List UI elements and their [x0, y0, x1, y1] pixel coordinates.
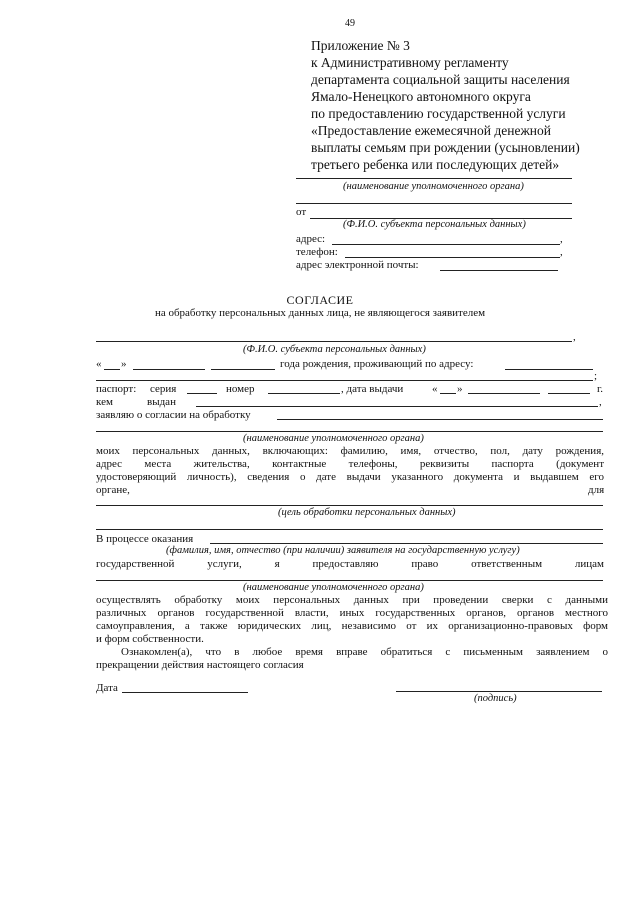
series-label: серия [150, 383, 177, 395]
applicant-caption: (фамилия, имя, отчество (при наличии) заявителя на государственную услугу) [166, 545, 520, 556]
year-abbr: г. [597, 383, 604, 395]
passport-label: паспорт: [96, 383, 137, 395]
phone-field[interactable] [345, 257, 560, 258]
birth-month-field[interactable] [133, 369, 205, 370]
document-subtitle: на обработку персональных данных лица, не являющегося заявителем [154, 307, 486, 319]
organ-fill-line[interactable] [296, 178, 572, 179]
issue-day-field[interactable] [440, 393, 456, 394]
header-line-1: Приложение № 3 [311, 38, 410, 53]
address-label: адрес: [296, 233, 326, 245]
organ-fill-line-2[interactable] [296, 203, 572, 204]
process-label: В процессе оказания [96, 533, 194, 545]
issue-month-field[interactable] [468, 393, 540, 394]
email-field[interactable] [440, 270, 558, 271]
consent-organ-field[interactable] [277, 419, 603, 420]
para2-line2: различных органов государственной власти, иных государственных органов, органов местного [96, 607, 608, 619]
para2-line4: и форм собственности. [96, 633, 204, 645]
address-comma: , [560, 233, 563, 245]
phone-comma: , [560, 246, 563, 258]
issue-quote-close: » [457, 383, 463, 395]
issued-by-field[interactable] [196, 406, 598, 407]
page-number: 49 [345, 18, 355, 29]
issued-by-comma: , [599, 396, 602, 408]
para3-line1: Ознакомлен(а), что в любое время вправе обратиться с письменным заявлением о [121, 646, 608, 658]
passport-series-field[interactable] [187, 393, 217, 394]
fio-caption: (Ф.И.О. субъекта персональных данных) [343, 219, 526, 230]
header-line-5: по предоставлению государственной услуги [311, 106, 566, 121]
residence-address-field-2[interactable] [96, 380, 593, 381]
grant-organ-field[interactable] [96, 580, 603, 581]
number-label: номер [226, 383, 255, 395]
grant-organ-caption: (наименование уполномоченного органа) [243, 582, 424, 593]
signature-field[interactable] [396, 691, 602, 692]
applicant-field[interactable] [210, 543, 603, 544]
purpose-field[interactable] [96, 505, 603, 506]
header-line-2: к Административному регламенту [311, 55, 509, 70]
phone-label: телефон: [296, 246, 338, 258]
issue-year-field[interactable] [548, 393, 590, 394]
organ-caption: (наименование уполномоченного органа) [343, 181, 524, 192]
para2-line3: самоуправления, а также юридических лиц, независимо от их организационно-правовых форм [96, 620, 608, 632]
issued-by-label-2: выдан [147, 396, 176, 408]
date-field[interactable] [122, 692, 248, 693]
para2-line1: осуществлять обработку моих персональных данных при проведении сверки с данными [96, 594, 608, 606]
purpose-caption: (цель обработки персональных данных) [278, 507, 456, 518]
grant-line: государственной услуги, я предоставляю право ответственным лицам [96, 558, 604, 570]
fio-comma: , [573, 331, 576, 343]
address-semicolon: ; [594, 370, 598, 382]
signature-caption: (подпись) [474, 693, 517, 704]
para1-line2: адрес места жительства, контактные телефоны, реквизиты паспорта (документ [96, 458, 604, 470]
para3-line2: прекращении действия настоящего согласия [96, 659, 304, 671]
issue-quote-open: « [432, 383, 438, 395]
consent-text: заявляю о согласии на обработку [96, 409, 251, 421]
header-line-4: Ямало-Ненецкого автономного округа [311, 89, 531, 104]
issued-by-label-1: кем [96, 396, 113, 408]
para1-line4a: органе, [96, 484, 130, 496]
para1-line1: моих персональных данных, включающих: фамилию, имя, отчество, пол, дату рождения, [96, 445, 604, 457]
residence-address-field[interactable] [505, 369, 593, 370]
purpose-field-2[interactable] [96, 529, 603, 530]
para1-line4b: для [588, 484, 605, 496]
birth-quote-open: « [96, 358, 102, 370]
birth-day-field[interactable] [104, 369, 120, 370]
issue-date-label: , дата выдачи [341, 383, 404, 395]
from-label: от [296, 206, 307, 218]
birth-quote-close: » [121, 358, 127, 370]
header-line-7: выплаты семьям при рождении (усыновлении) [311, 140, 580, 155]
header-line-6: «Предоставление ежемесячной денежной [311, 123, 551, 138]
subject-fio-caption: (Ф.И.О. субъекта персональных данных) [243, 344, 426, 355]
email-label: адрес электронной почты: [296, 259, 419, 271]
birth-year-field[interactable] [211, 369, 275, 370]
header-line-3: департамента социальной защиты населения [311, 72, 570, 87]
header-line-8: третьего ребенка или последующих детей» [311, 157, 560, 172]
passport-number-field[interactable] [268, 393, 340, 394]
subject-fio-field[interactable] [96, 341, 572, 342]
consent-organ-field-2[interactable] [96, 431, 603, 432]
address-field[interactable] [332, 244, 560, 245]
para1-line3: удостоверяющий личность), сведения о дате выдачи указанного документа и выдавшем его [96, 471, 604, 483]
document-title: СОГЛАСИЕ [286, 293, 354, 307]
consent-organ-caption: (наименование уполномоченного органа) [243, 433, 424, 444]
birth-text: года рождения, проживающий по адресу: [280, 358, 474, 370]
date-label: Дата [96, 682, 118, 694]
